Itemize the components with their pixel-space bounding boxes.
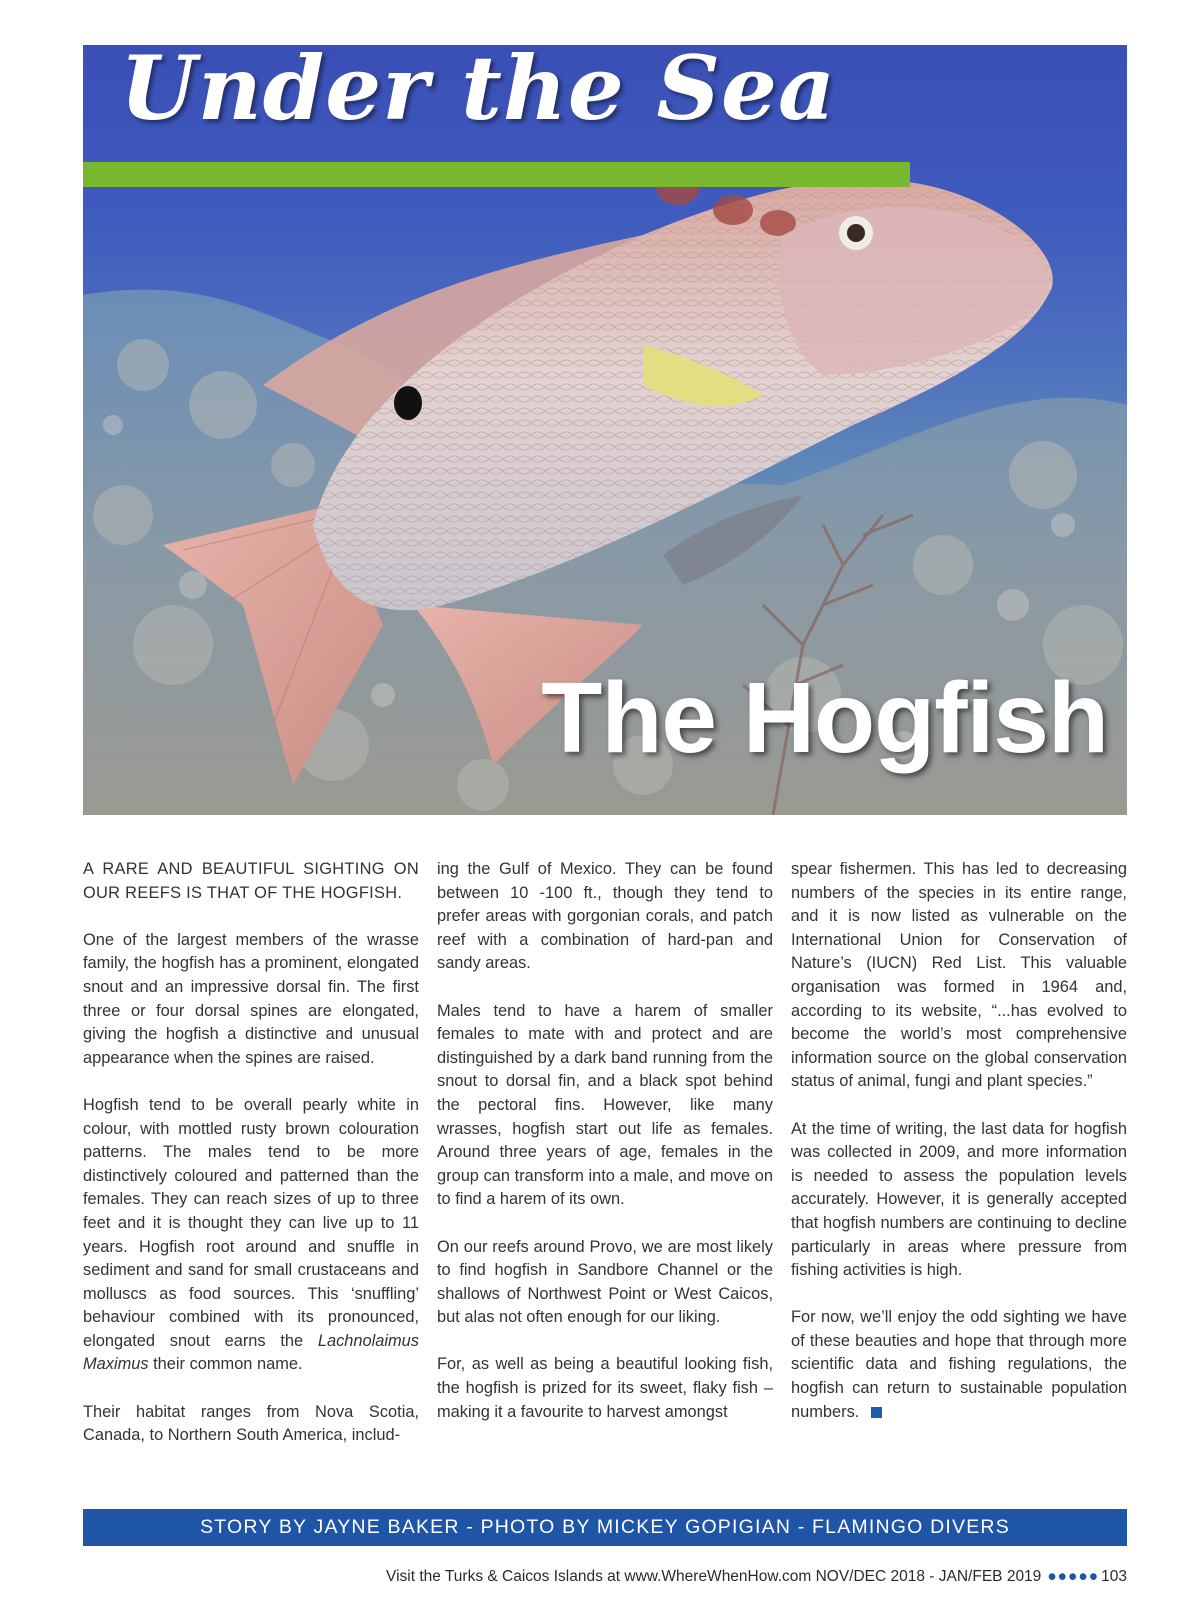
body-text: their common name. <box>148 1355 303 1374</box>
body-paragraph: On our reefs around Provo, we are most likely to find hogfish in Sandbore Channel or the shallows of Northwest Point or West Caicos, but alas not often enough for our liking. <box>437 1237 773 1327</box>
body-paragraph: One of the largest members of the wrasse family, the hogfish has a prominent, elongated snout and an impressive dorsal fin. The first three or four dorsal spines are elongated, giving the hogfish a distinctive and unusual appearance when the spines are raised. <box>83 930 419 1067</box>
footer-text: Visit the Turks & Caicos Islands at www.WhereWhenHow.com NOV/DEC 2018 - JAN/FEB 2019 <box>386 1568 1042 1585</box>
body-paragraph: spear fishermen. This has led to decreasing numbers of the species in its entire range, and it is now listed as vulnerable on the International Union for Conservation of Nature’s (IUCN) Red List. This valuable organisation was formed in 1964 and, according to its website, “...has evolved to become the world’s most comprehensive information source on the global conservation status of animal, fungi and plant species.” <box>791 860 1127 1091</box>
body-paragraph: ing the Gulf of Mexico. They can be found between 10 -100 ft., though they tend to prefer areas with gorgonian corals, and patch reef with a combination of hard-pan and sandy areas. <box>437 860 773 973</box>
article-column-3 <box>791 858 1127 1448</box>
body-paragraph <box>791 1306 1127 1424</box>
article-column-2 <box>437 858 773 1448</box>
body-text: Hogfish tend to be overall pearly white in colour, with mottled rusty brown colouration patterns. The males tend to be more distinctively coloured and patterned than the females. They can reach sizes of up to three feet and it is thought they can live up to 11 years. Hogfish root around and snuffle in sediment and sand for small crustaceans and molluscs as food sources. This ‘snuffling’ behaviour combined with its pronounced, elongated snout earns the <box>83 1095 419 1350</box>
end-mark-icon <box>871 1407 882 1418</box>
body-paragraph: For, as well as being a beautiful looking fish, the hogfish is prized for its sweet, flaky fish – making it a favourite to harvest amongst <box>437 1355 773 1421</box>
kicker-accent-bar <box>83 162 910 187</box>
body-paragraph: At the time of writing, the last data for hogfish was collected in 2009, and more information is needed to assess the population levels accurately. However, it is generally accepted that hogfish numbers are continuing to decline particularly in areas where pressure from fishing activities is high. <box>791 1119 1127 1280</box>
page-number: 103 <box>1101 1568 1127 1585</box>
credit-banner: STORY BY JAYNE BAKER - PHOTO BY MICKEY GOPIGIAN - FLAMINGO DIVERS <box>83 1509 1127 1546</box>
body-paragraph: Their habitat ranges from Nova Scotia, Canada, to Northern South America, includ- <box>83 1402 419 1445</box>
section-kicker: Under the Sea <box>120 36 837 140</box>
page-footer <box>386 1568 1127 1586</box>
body-text: For now, we’ll enjoy the odd sighting we have of these beauties and hope that through more scientific data and fishing regulations, the hogfish can return to sustainable population numbers. <box>791 1308 1127 1421</box>
article-column-1 <box>83 858 419 1471</box>
footer-dots-icon: ●●●●● <box>1047 1568 1100 1585</box>
article-title: The Hogfish <box>541 662 1108 774</box>
scientific-name: Lachnolaimus Maximus <box>83 1331 419 1374</box>
lede-paragraph: A RARE AND BEAUTIFUL SIGHTING ON OUR REEFS IS THAT OF THE HOGFISH. <box>83 860 419 902</box>
body-paragraph: Males tend to have a harem of smaller females to mate with and protect and are distinguished by a dark band running from the snout to dorsal fin, and a black spot behind the pectoral fins. However, like many wrasses, hogfish start out life as females. Around three years of age, females in the group can transform into a male, and move on to find a harem of its own. <box>437 1001 773 1209</box>
body-paragraph <box>83 1094 419 1377</box>
